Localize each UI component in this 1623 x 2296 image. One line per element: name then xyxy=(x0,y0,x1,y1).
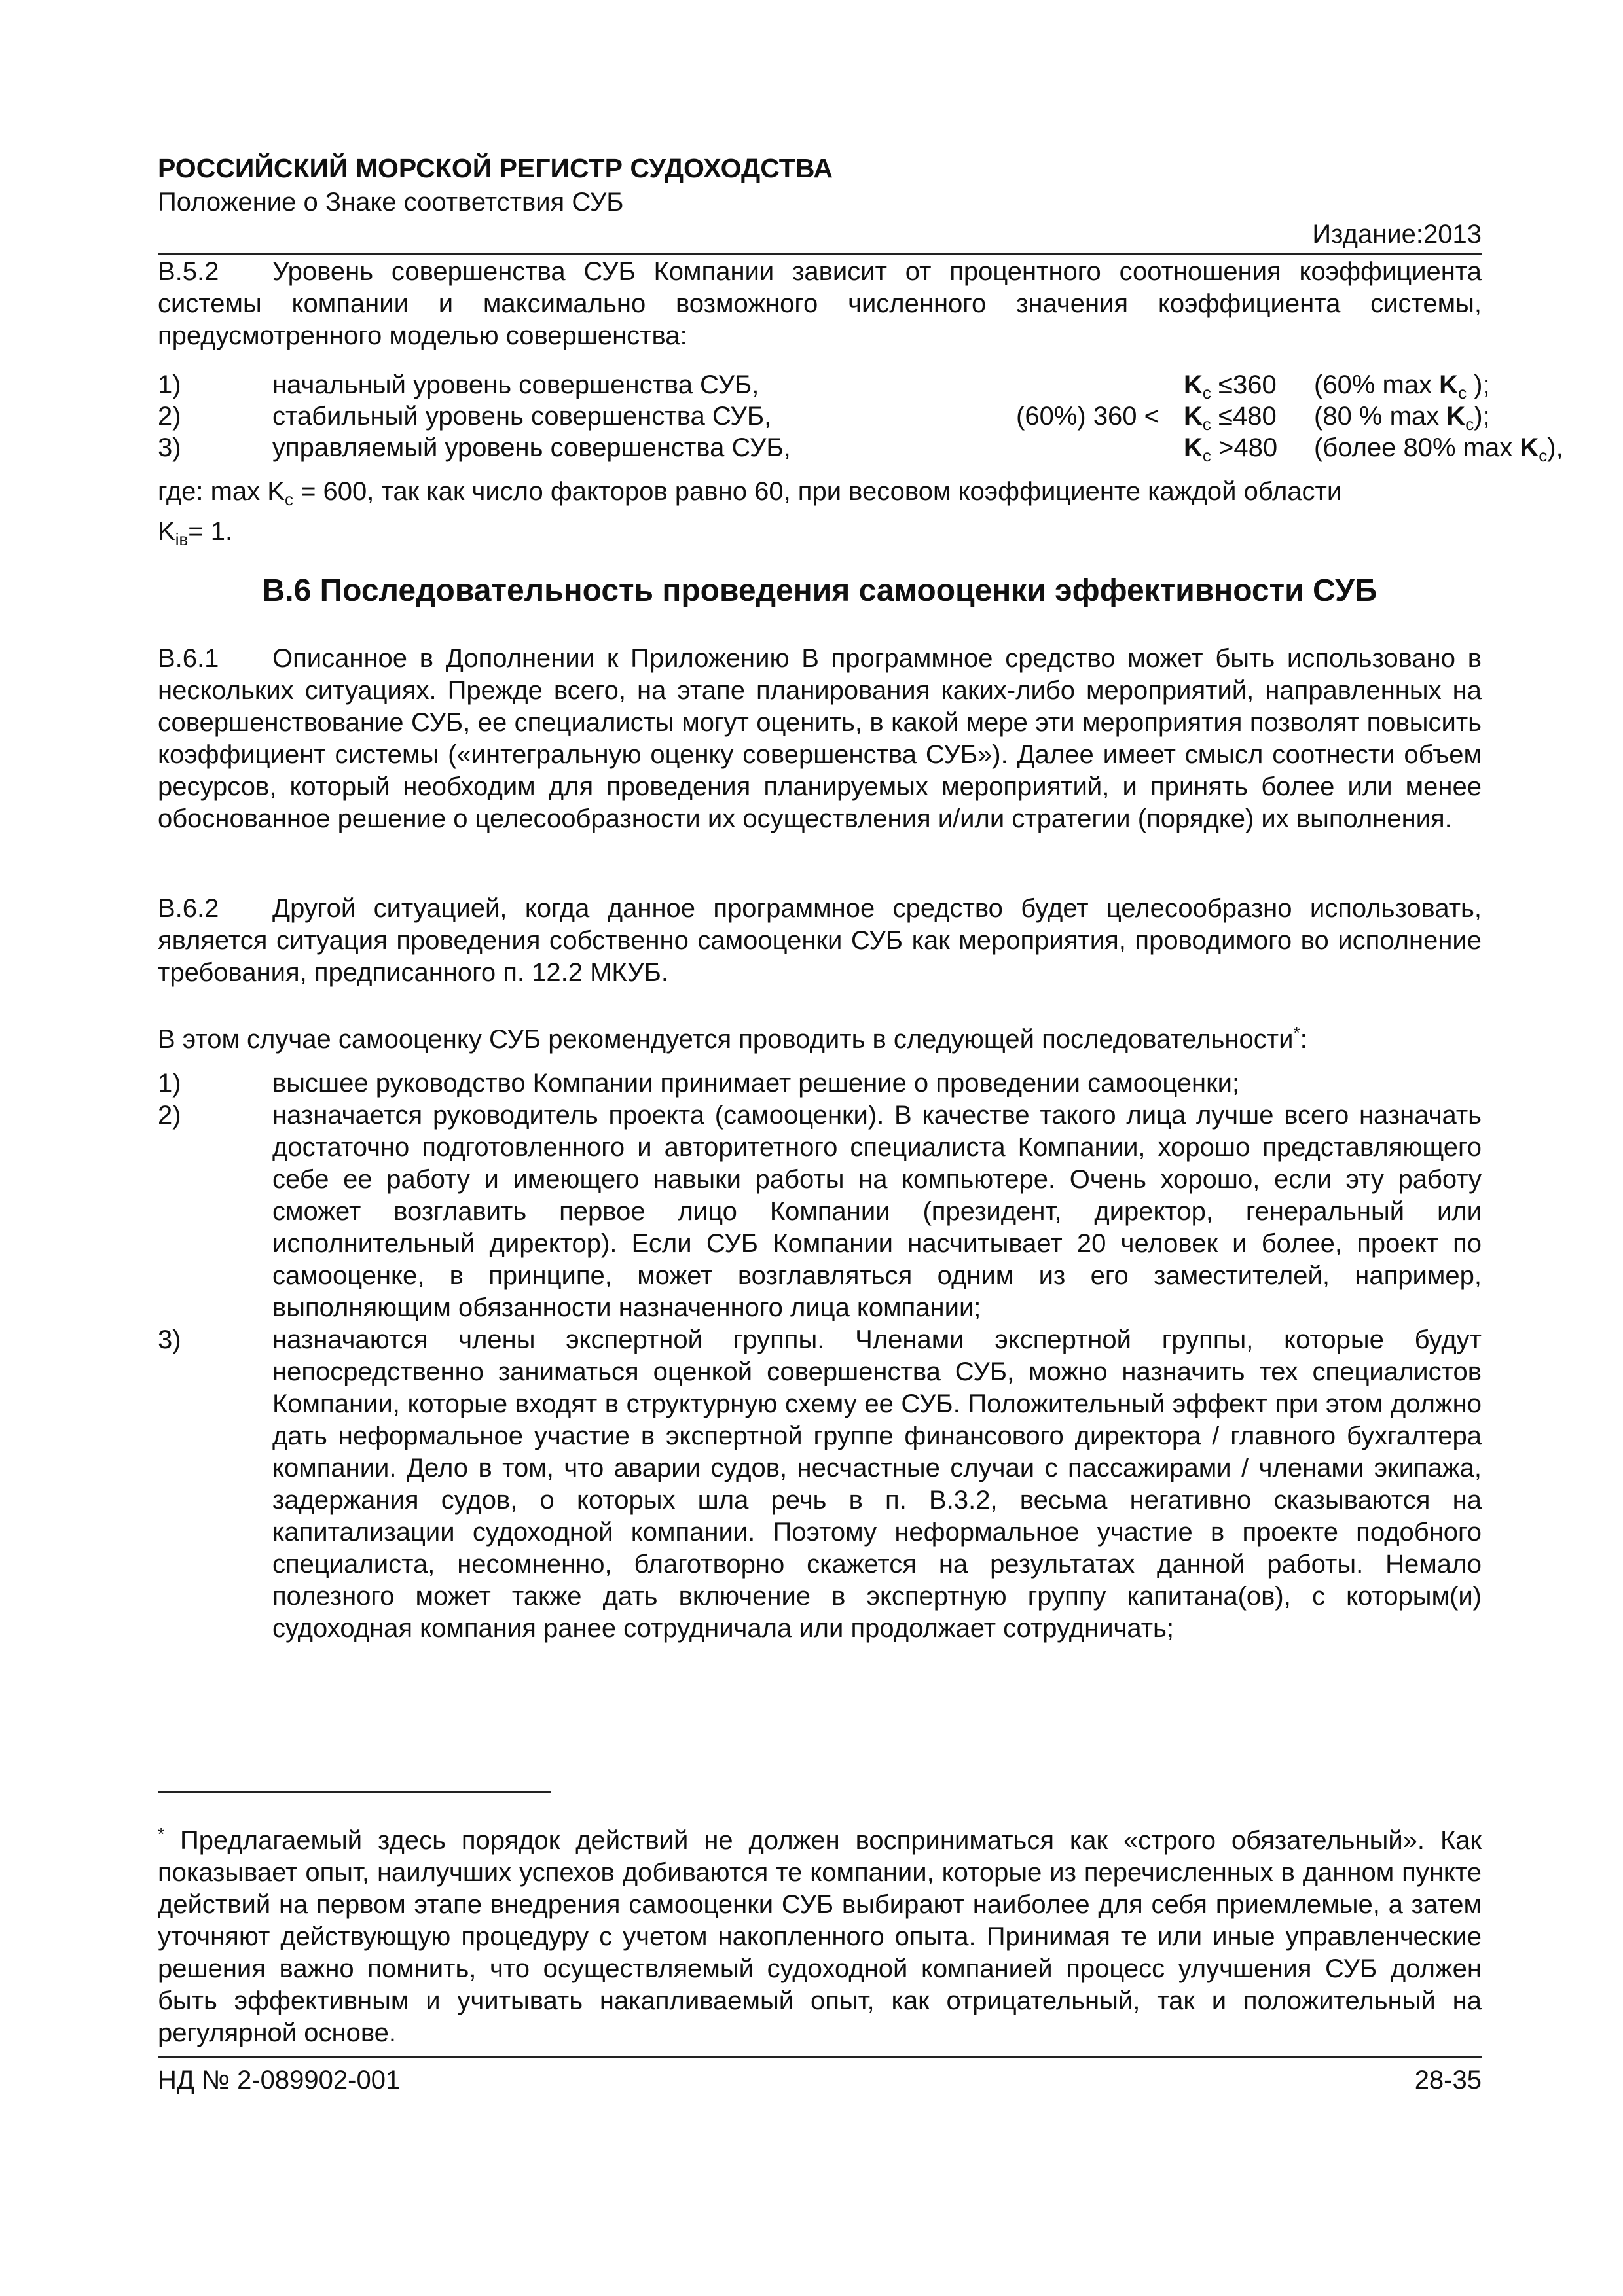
level-number: 1) xyxy=(158,370,181,399)
list-item-number: 1) xyxy=(158,1069,181,1098)
paragraph-b52 xyxy=(158,256,1482,352)
level-label: начальный уровень совершенства СУБ, xyxy=(272,370,759,399)
sequence-intro: В этом случае самооценку СУБ рекомендуется проводить в следующей последовательности*: xyxy=(158,1023,1307,1054)
organization-name: РОССИЙСКИЙ МОРСКОЙ РЕГИСТР СУДОХОДСТВА xyxy=(158,153,833,183)
list-item-number: 2) xyxy=(158,1101,181,1130)
page-number: 28-35 xyxy=(1414,2066,1482,2094)
header-divider xyxy=(158,253,1482,255)
footnote-reference: * xyxy=(1293,1023,1300,1043)
level-condition: $K_c \le 360$ xyxy=(1184,370,1277,403)
level-row-2 xyxy=(158,400,1490,434)
level-row-3 xyxy=(158,431,1563,465)
list-item xyxy=(158,1324,1482,1645)
footnote-mark: * xyxy=(158,1824,165,1844)
footnote-text: Предлагаемый здесь порядок действий не должен восприниматься как «строго обязательный». Как показывает опыт, наилучших успехов добиваются те компании, которые из перечисленных в данном пункте действий на первом этапе внедрения самооценки СУБ выбирают наиболее для себя приемлемые, а затем уточняют действующую процедуру с учетом накопленного опыта. Принимая те или иные управленческие решения важно помнить, что осуществляемый судоходной компанией процесс улучшения СУБ должен быть эффективным и учитывать накапливаемый опыт, как отрицательный, так и положительный на регулярной основе. xyxy=(158,1826,1482,2047)
section-heading-b6: В.6 Последовательность проведения самооценки эффективности СУБ xyxy=(262,573,1377,608)
paragraph-number: В.6.1 xyxy=(158,644,219,673)
document-title: Положение о Знаке соответствия СУБ xyxy=(158,188,624,217)
level-number: 3) xyxy=(158,433,181,462)
paragraph-text: Уровень совершенства СУБ Компании зависит от процентного соотношения коэффициента системы компании и максимально возможного численного значения коэффициента системы, предусмотренного моделью совершенства: xyxy=(158,257,1482,350)
list-item-number: 3) xyxy=(158,1325,181,1354)
level-percent: (80 % $\max K_c$); xyxy=(1314,402,1490,434)
level-condition: $K_c >480$ xyxy=(1184,433,1278,465)
level-label: управляемый уровень совершенства СУБ, xyxy=(272,433,791,462)
level-condition: $K_c \le 480$ xyxy=(1184,402,1277,434)
level-lower-bound: (60%) 360 < xyxy=(1016,402,1160,431)
paragraph-text: Другой ситуацией, когда данное программное средство будет целесообразно использовать, является ситуация проведения собственно самооценки СУБ как мероприятия, проводимого во исполнение требования, предписанного п. 12.2 МКУБ. xyxy=(158,894,1482,987)
paragraph-b62 xyxy=(158,893,1482,989)
where-clause: где: $\max K_c = 600$, так как число факторов равно 60, при весовом коэффициенте каждой области $K_{iв}= 1$. xyxy=(158,477,1342,549)
list-item-text: назначается руководитель проекта (самооценки). В качестве такого лица лучше всего назначать достаточно подготовленного и авторитетного специалиста Компании, хорошо представляющего себе ее работу и имеющего навыки работы на компьютере. Очень хорошо, если эту работу сможет возглавить первое лицо Компании (президент, директор, генеральный или исполнительный директор). Если СУБ Компании насчитывает 20 человек и более, проект по самооценке, в принципе, может возглавляться одним из его заместителей, например, выполняющим обязанности назначенного лица компании; xyxy=(272,1101,1482,1322)
paragraph-number: В.5.2 xyxy=(158,257,219,286)
level-label: стабильный уровень совершенства СУБ, xyxy=(272,402,772,431)
level-row-1 xyxy=(158,368,1490,403)
level-percent: (более 80% $\max K_c$), xyxy=(1314,433,1563,465)
level-number: 2) xyxy=(158,402,181,431)
paragraph-text: Описанное в Дополнении к Приложению В программное средство может быть использовано в нескольких ситуациях. Прежде всего, на этапе планирования каких-либо мероприятий, направленных на совершенствование СУБ, ее специалисты могут оценить, в какой мере эти мероприятия позволят повысить коэффициент системы («интегральную оценку совершенства СУБ»). Далее имеет смысл соотнести объем ресурсов, который необходим для проведения планируемых мероприятий, и принять более или менее обоснованное решение о целесообразности их осуществления и/или стратегии (порядке) их выполнения. xyxy=(158,644,1482,833)
list-item-text: назначаются члены экспертной группы. Членами экспертной группы, которые будут непосредственно заниматься оценкой совершенства СУБ, можно назначить тех специалистов Компании, которые входят в структурную схему ее СУБ. Положительный эффект при этом должно дать неформальное участие в экспертной группе финансового директора / главного бухгалтера компании. Дело в том, что аварии судов, несчастные случаи с пассажирами / членами экипажа, задержания судов, о которых шла речь в п. В.3.2, весьма негативно сказываются на капитализации судоходной компании. Поэтому неформальное участие в проекте подобного специалиста, несомненно, благотворно скажется на результатах данной работы. Немало полезного может также дать включение в экспертную группу капитана(ов), с которым(и) судоходная компания ранее сотрудничала или продолжает сотрудничать; xyxy=(272,1325,1482,1643)
list-item-text: высшее руководство Компании принимает решение о проведении самооценки; xyxy=(272,1069,1240,1098)
footnote-divider xyxy=(158,1791,551,1793)
level-percent: (60% $\max K_c$ ); xyxy=(1314,370,1490,403)
paragraph-number: В.6.2 xyxy=(158,894,219,923)
footer-divider xyxy=(158,2056,1482,2058)
footnote xyxy=(158,1818,1482,2049)
edition-label: Издание:2013 xyxy=(1312,220,1482,249)
paragraph-b61 xyxy=(158,643,1482,835)
list-item xyxy=(158,1067,1482,1100)
list-item xyxy=(158,1100,1482,1324)
document-number: НД № 2-089902-001 xyxy=(158,2066,401,2094)
